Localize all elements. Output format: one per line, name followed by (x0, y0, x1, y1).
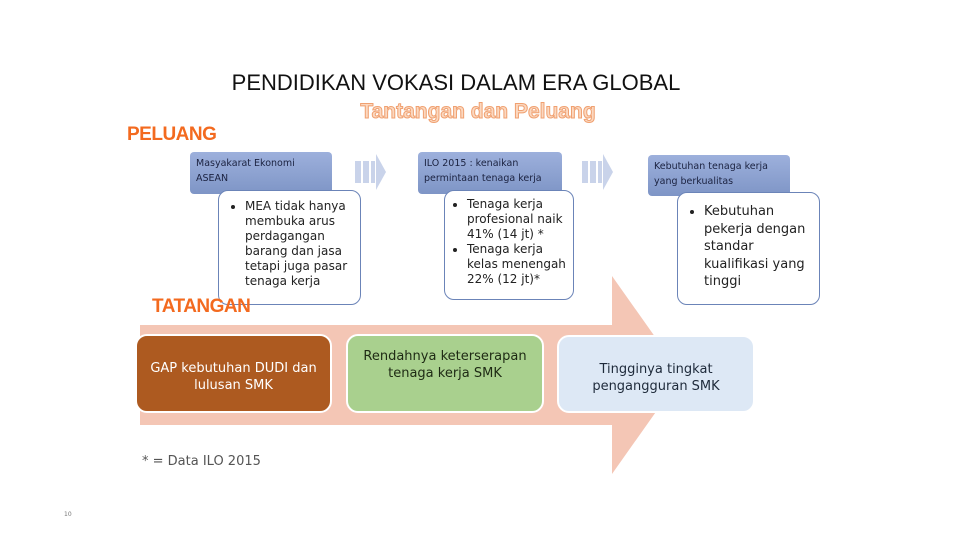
bullet: • Kebutuhan pekerja dengan standar kualifikasi yang tinggi (704, 203, 811, 291)
bullet: • Tenaga kerja profesional naik 41% (14 jt) * (467, 197, 569, 242)
page-number: 10 (64, 511, 72, 518)
chevron-arrow-icon-2 (582, 154, 613, 190)
slide-title: PENDIDIKAN VOKASI DALAM ERA GLOBAL (231, 70, 681, 95)
peluang-body-1 (218, 190, 361, 305)
bullet: • Tenaga kerja kelas menengah 22% (12 jt)* (467, 242, 569, 287)
bullet: • MEA tidak hanya membuka arus perdagangan barang dan jasa tetapi juga pasar tenaga kerja (245, 199, 352, 289)
peluang-body-3 (677, 192, 820, 305)
tatangan-box-keterserapan: Rendahnya keterserapan tenaga kerja SMK (346, 334, 544, 413)
tatangan-box-pengangguran: Tingginya tingkat pengangguran SMK (557, 335, 755, 413)
peluang-header-1: Masyakarat Ekonomi ASEAN (190, 152, 332, 194)
tatangan-box-gap: GAP kebutuhan DUDI dan lulusan SMK (135, 334, 332, 413)
tatangan-label: TATANGAN (152, 296, 251, 317)
footnote: * = Data ILO 2015 (142, 454, 261, 469)
peluang-header-3: Kebutuhan tenaga kerja yang berkualitas (648, 155, 790, 196)
chevron-arrow-icon-1 (355, 154, 386, 190)
peluang-body-2 (444, 190, 574, 300)
peluang-label: PELUANG (127, 124, 217, 145)
peluang-header-2: ILO 2015 : kenaikan permintaan tenaga kerja (418, 152, 562, 194)
slide-subtitle: Tantangan dan Peluang (360, 100, 596, 123)
